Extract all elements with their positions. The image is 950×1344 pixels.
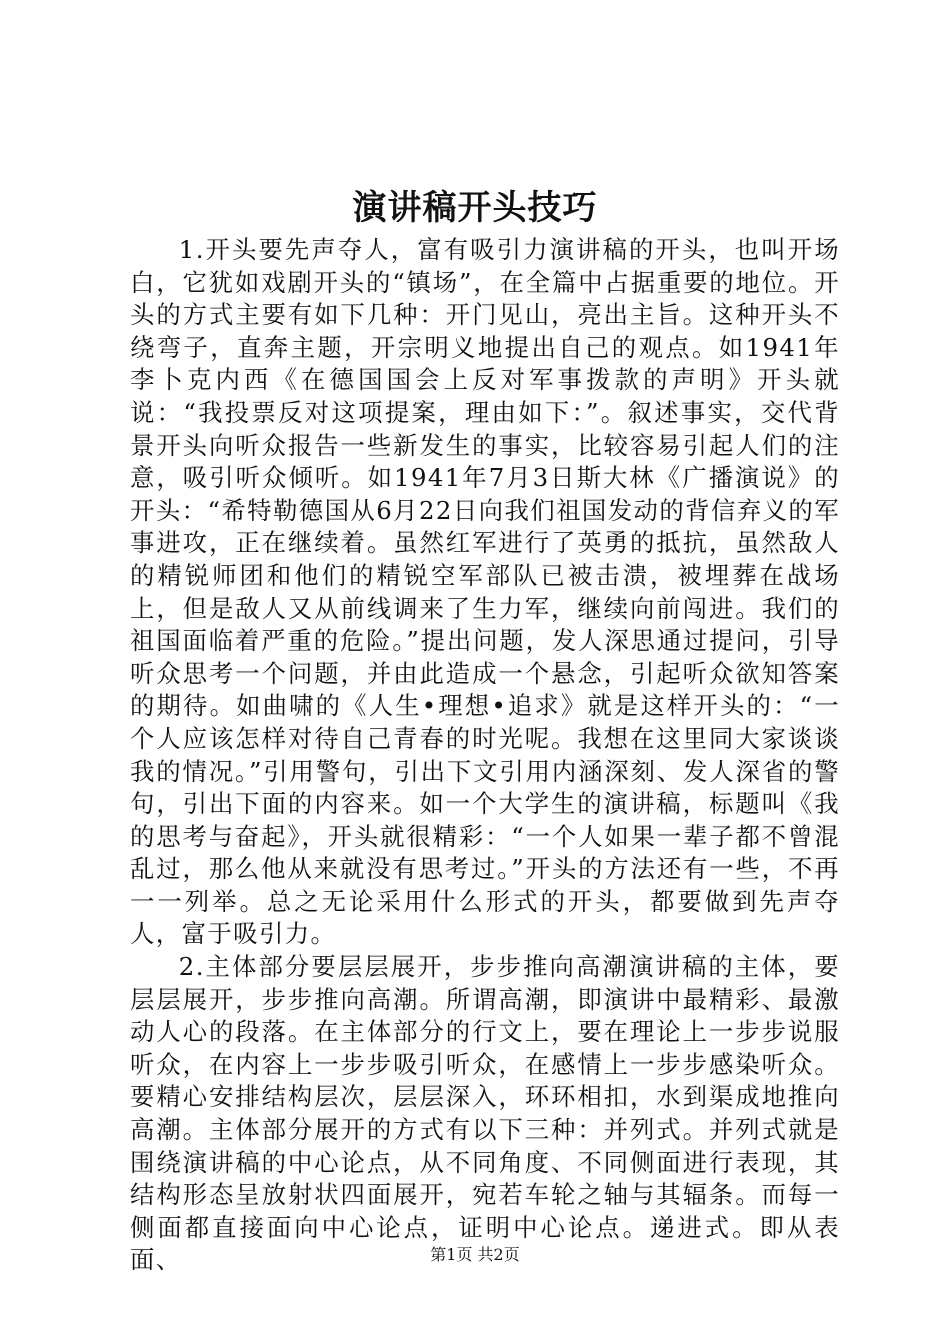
document-body — [130, 234, 840, 1277]
paragraph-1: 1.开头要先声夺人，富有吸引力演讲稿的开头，也叫开场白，它犹如戏剧开头的“镇场”，在全篇中占据重要的地位。开头的方式主要有如下几种：开门见山，亮出主旨。这种开头不绕弯子，直奔主题，开宗明义地提出自己的观点。如1941年李卜克内西《在德国国会上反对军事拨款的声明》开头就说：“我投票反对这项提案，理由如下：”。叙述事实，交代背景开头向听众报告一些新发生的事实，比较容易引起人们的注意，吸引听众倾听。如1941年7月3日斯大林《广播演说》的开头：“希特勒德国从6月22日向我们祖国发动的背信弃义的军事进攻，正在继续着。虽然红军进行了英勇的抵抗，虽然敌人的精锐师团和他们的精锐空军部队已被击溃，被埋葬在战场上，但是敌人又从前线调来了生力军，继续向前闯进。我们的祖国面临着严重的危险。”提出问题，发人深思通过提问，引导听众思考一个问题，并由此造成一个悬念，引起听众欲知答案的期待。如曲啸的《人生•理想•追求》就是这样开头的：“一个人应该怎样对待自己青春的时光呢。我想在这里同大家谈谈我的情况。”引用警句，引出下文引用内涵深刻、发人深省的警句，引出下面的内容来。如一个大学生的演讲稿，标题叫《我的思考与奋起》，开头就很精彩：“一个人如果一辈子都不曾混乱过，那么他从来就没有思考过。”开头的方法还有一些，不再一一列举。总之无论采用什么形式的开头，都要做到先声夺人，富于吸引力。 — [130, 235, 840, 949]
page-footer: 第1页 共2页 — [430, 1245, 520, 1264]
document-title: 演讲稿开头技巧 — [352, 188, 598, 228]
paragraph-2: 2.主体部分要层层展开，步步推向高潮演讲稿的主体，要层层展开，步步推向高潮。所谓高潮，即演讲中最精彩、最激动人心的段落。在主体部分的行文上，要在理论上一步步说服听众，在内容上一步步吸引听众，在感情上一步步感染听众。要精心安排结构层次，层层深入，环环相扣，水到渠成地推向高潮。主体部分展开的方式有以下三种：并列式。并列式就是围绕演讲稿的中心论点，从不同角度、不同侧面进行表现，其结构形态呈放射状四面展开，宛若车轮之轴与其辐条。而每一侧面都直接面向中心论点，证明中心论点。递进式。即从表面、 — [130, 952, 840, 1275]
